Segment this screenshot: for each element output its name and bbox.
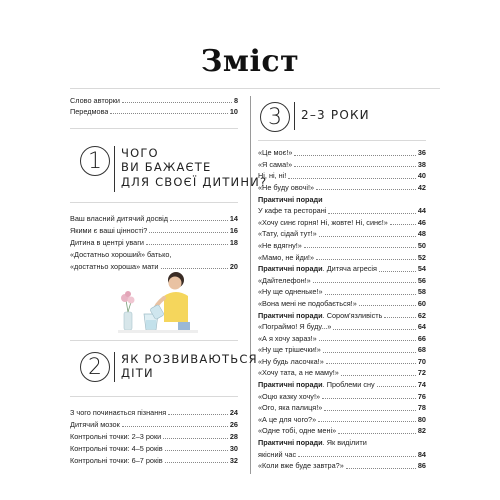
section-number: 2 [80,352,110,382]
toc-entry[interactable]: Практичні поради [258,194,323,204]
section-1-title: ЧОГО ВИ БАЖАЄТЕ ДЛЯ СВОЄЇ ДИТИНИ? [121,146,268,189]
toc-entry[interactable]: «Тату, сідай тут!» 48 [258,229,426,239]
intro-list [70,94,238,116]
section-divider [70,202,238,203]
toc-entry[interactable]: «Не вдягну!» 50 [258,240,426,250]
section-divider [70,396,238,397]
section-number: 1 [80,146,110,176]
toc-entry[interactable]: «Ну ще трішечки!» 68 [258,345,426,355]
title-divider [70,88,440,89]
toc-entry[interactable]: Ваш власний дитячий досвід 14 [70,213,238,223]
toc-entry[interactable]: «Мамо, не йди!» 52 [258,252,426,262]
toc-entry[interactable]: Якими є ваші цінності? 16 [70,225,238,235]
page-title: Зміст [200,44,300,79]
toc-entry[interactable]: «Достатньо хороший» батько, [70,250,172,259]
toc-entry[interactable]: Слово авторки 8 [70,95,238,105]
section-3-title: 2–3 РОКИ [301,108,370,122]
child-pouring-water-illustration [118,266,198,338]
toc-entry[interactable]: Дитина в центрі уваги 18 [70,237,238,247]
section-3-heading [260,102,370,132]
section-2-heading [80,352,258,382]
toc-entry[interactable]: «Хочу синє горня! Ні, жовте! Ні, синє!» 46 [258,217,426,227]
section-divider [70,340,238,341]
section-divider [258,140,426,141]
toc-entry[interactable]: «Ну будь ласочка!» 70 [258,356,426,366]
toc-entry[interactable]: Ні, ні, ні! 40 [258,171,426,181]
toc-entry[interactable]: Практичні поради . Сором'язливість 62 [258,310,426,320]
toc-entry[interactable]: «Хочу тата, а не маму!» 72 [258,368,426,378]
section-3-list [258,146,426,471]
toc-entry[interactable]: Контрольні точки: 2–3 роки 28 [70,431,238,441]
toc-entry[interactable]: «Вона мені не подобається!» 60 [258,298,426,308]
section-1-list [70,211,238,271]
toc-entry[interactable]: Практичні поради . Проблеми сну 74 [258,380,426,390]
flower-vase-icon [121,291,135,330]
toc-entry[interactable]: «Ну ще одненьке!» 58 [258,287,426,297]
section-number: 3 [260,102,290,132]
toc-entry[interactable]: «Одне тобі, одне мені» 82 [258,426,426,436]
section-2-title: ЯК РОЗВИВАЮТЬСЯ ДІТИ [121,352,258,381]
toc-entry[interactable]: «Я сама!» 38 [258,159,426,169]
toc-entry[interactable]: «Це моє!» 36 [258,148,426,158]
toc-entry[interactable]: Практичні поради . Дитяча агресія 54 [258,264,426,274]
toc-entry[interactable]: якісний час 84 [258,449,426,459]
section-divider [70,128,238,129]
toc-entry[interactable]: У кафе та ресторані 44 [258,206,426,216]
toc-entry[interactable]: «А я хочу зараз!» 66 [258,333,426,343]
toc-entry[interactable]: «Коли вже буде завтра?» 86 [258,461,426,471]
toc-entry[interactable]: «Оцю казку хочу!» 76 [258,391,426,401]
toc-entry[interactable]: «Дайтелефон!» 56 [258,275,426,285]
toc-entry[interactable]: «А це для чого?» 80 [258,414,426,424]
toc-entry[interactable]: Контрольні точки: 4–5 років 30 [70,443,238,453]
toc-entry[interactable]: «достатньо хороша» мати 20 [70,261,238,271]
toc-entry[interactable]: «Ого, яка палиця!» 78 [258,403,426,413]
toc-entry[interactable]: З чого починається пізнання 24 [70,407,238,417]
toc-entry[interactable]: Практичні поради . Як виділити [258,438,367,448]
toc-entry[interactable]: «Не буду овочі!» 42 [258,182,426,192]
section-2-list [70,405,238,465]
toc-entry[interactable]: Дитячий мозок 26 [70,419,238,429]
toc-entry[interactable]: «Пограймо! Я буду...» 64 [258,322,426,332]
toc-entry[interactable]: Передмова 10 [70,106,238,116]
section-1-heading [80,146,267,192]
toc-entry[interactable]: Контрольні точки: 6–7 років 32 [70,455,238,465]
